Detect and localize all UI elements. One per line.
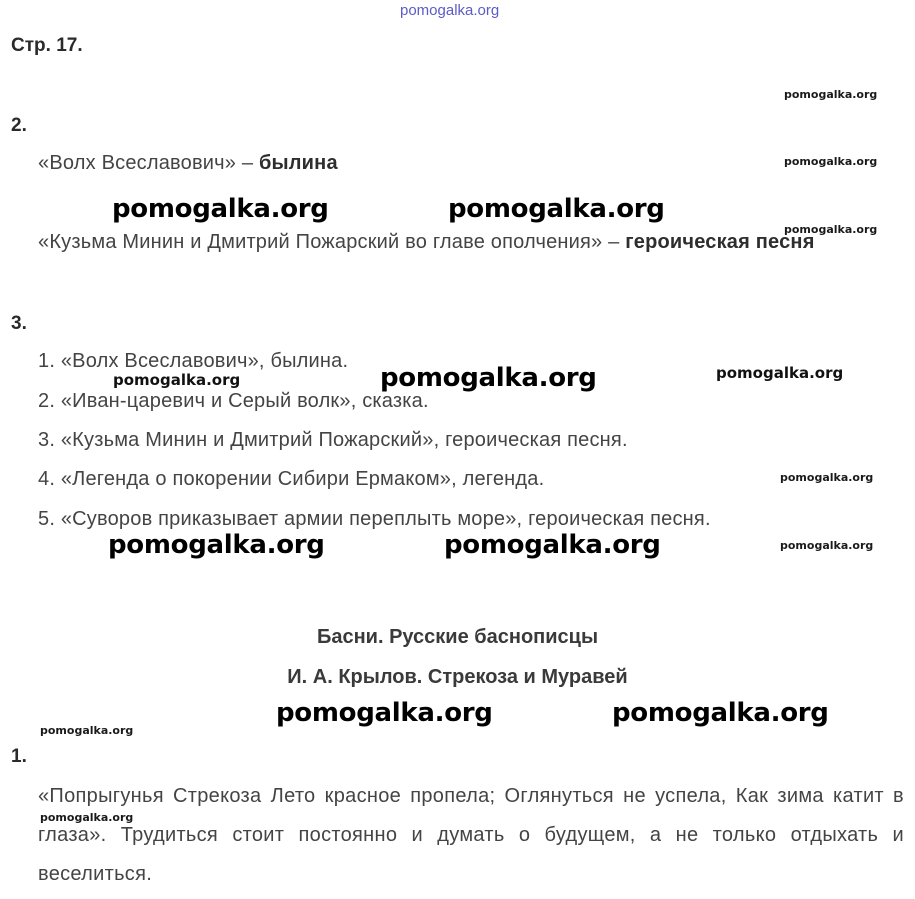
watermark: pomogalka.org: [784, 223, 878, 236]
section-subtitle: И. А. Крылов. Стрекоза и Муравей: [287, 666, 628, 688]
watermark: pomogalka.org: [113, 371, 241, 389]
task-2-line-1-genre: былина: [258, 152, 338, 174]
watermark: pomogalka.org: [108, 530, 325, 560]
task-3-item: 4. «Легенда о покорении Сибири Ермаком», легенда.: [38, 468, 545, 490]
task-2-number: 2.: [11, 115, 27, 136]
task-2-line-2: [38, 231, 815, 254]
watermark: pomogalka.org: [380, 363, 597, 393]
watermark: pomogalka.org: [444, 530, 661, 560]
watermark: pomogalka.org: [40, 811, 134, 824]
watermark: pomogalka.org: [276, 698, 493, 728]
task-2-line-2-genre: героическая песня: [625, 231, 815, 253]
watermark: pomogalka.org: [612, 698, 829, 728]
watermark: pomogalka.org: [716, 364, 844, 382]
task-1-paragraph: «Попрыгунья Стрекоза Лето красное пропела; Оглянуться не успела, Как зима катит в глаза». Трудиться стоит постоянно и думать о будущем, а не только отдыхать и веселиться.: [38, 785, 904, 885]
task-3-item: 3. «Кузьма Минин и Дмитрий Пожарский», героическая песня.: [38, 429, 628, 451]
task-3-item: 2. «Иван-царевич и Серый волк», сказка.: [38, 390, 429, 412]
watermark-top: pomogalka.org: [400, 2, 500, 19]
task-2-line-1-title: «Волх Всеславович» –: [38, 152, 254, 174]
watermark: pomogalka.org: [780, 539, 874, 552]
task-3-number: 3.: [11, 313, 27, 334]
task-3-item: 5. «Суворов приказывает армии переплыть море», героическая песня.: [38, 508, 711, 530]
watermark: pomogalka.org: [448, 194, 665, 224]
page-label: Стр. 17.: [11, 35, 83, 56]
watermark: pomogalka.org: [784, 88, 878, 101]
watermark: pomogalka.org: [112, 194, 329, 224]
watermark: pomogalka.org: [40, 724, 134, 737]
section-title: Басни. Русские баснописцы: [316, 626, 599, 648]
task-1-number: 1.: [11, 746, 27, 767]
watermark: pomogalka.org: [784, 155, 878, 168]
task-3-item: 1. «Волх Всеславович», былина.: [38, 350, 349, 372]
task-2-line-1: [38, 152, 338, 175]
task-2-line-2-title: «Кузьма Минин и Дмитрий Пожарский во главе ополчения» –: [38, 231, 620, 253]
watermark: pomogalka.org: [780, 471, 874, 484]
